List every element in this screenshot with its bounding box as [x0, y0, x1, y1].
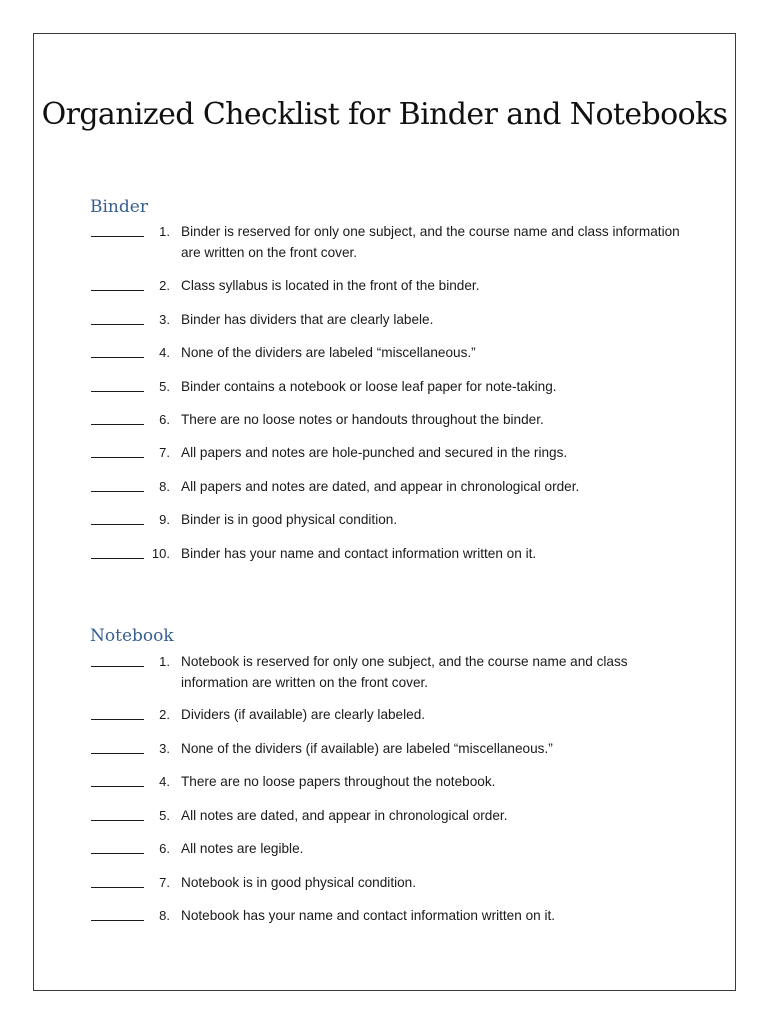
item-number: 2.: [159, 707, 170, 722]
item-number: 3.: [159, 312, 170, 327]
item-number: 6.: [159, 412, 170, 427]
item-number: 9.: [159, 512, 170, 527]
item-number: 2.: [159, 278, 170, 293]
item-number: 7.: [159, 875, 170, 890]
check-blank[interactable]: [91, 753, 144, 754]
item-text: All papers and notes are dated, and appear in chronological order.: [181, 479, 580, 494]
item-text: All papers and notes are hole-punched and secured in the rings.: [181, 445, 568, 460]
item-text: There are no loose papers throughout the notebook.: [181, 774, 496, 789]
item-text: Class syllabus is located in the front of the binder.: [181, 278, 480, 293]
document-title: Organized Checklist for Binder and Notebooks: [41, 97, 728, 132]
item-text: All notes are legible.: [181, 841, 304, 856]
item-text: Dividers (if available) are clearly labeled.: [181, 707, 426, 722]
check-blank[interactable]: [91, 786, 144, 787]
item-text: None of the dividers are labeled “miscellaneous.”: [181, 345, 476, 360]
item-number: 4.: [159, 774, 170, 789]
item-number: 8.: [159, 479, 170, 494]
item-text: Binder is reserved for only one subject, and the course name and class information are written on the front cover.: [181, 224, 680, 260]
check-blank[interactable]: [91, 719, 144, 720]
item-text: Notebook is in good physical condition.: [181, 875, 417, 890]
item-text: Binder contains a notebook or loose leaf paper for note-taking.: [181, 379, 557, 394]
check-blank[interactable]: [91, 887, 144, 888]
item-text: Binder is in good physical condition.: [181, 512, 398, 527]
item-number: 3.: [159, 741, 170, 756]
item-text: Binder has your name and contact information written on it.: [181, 546, 537, 561]
check-blank[interactable]: [91, 666, 144, 667]
item-text: There are no loose notes or handouts throughout the binder.: [181, 412, 544, 427]
binder-section-heading: Binder: [90, 197, 148, 217]
item-text: Notebook is reserved for only one subject, and the course name and class information are written on the front cover.: [181, 654, 628, 690]
check-blank[interactable]: [91, 853, 144, 854]
item-number: 4.: [159, 345, 170, 360]
item-text: Notebook has your name and contact information written on it.: [181, 908, 556, 923]
item-number: 7.: [159, 445, 170, 460]
notebook-section-heading: Notebook: [90, 626, 174, 646]
item-number: 5.: [159, 808, 170, 823]
check-blank[interactable]: [91, 820, 144, 821]
item-number: 8.: [159, 908, 170, 923]
item-number: 5.: [159, 379, 170, 394]
item-number: 6.: [159, 841, 170, 856]
item-text: None of the dividers (if available) are labeled “miscellaneous.”: [181, 741, 553, 756]
item-text: Binder has dividers that are clearly labele.: [181, 312, 434, 327]
item-number: 1.: [159, 224, 170, 239]
check-blank[interactable]: [91, 920, 144, 921]
item-text: All notes are dated, and appear in chronological order.: [181, 808, 508, 823]
item-number: 1.: [159, 654, 170, 669]
item-number: 10.: [151, 546, 170, 561]
